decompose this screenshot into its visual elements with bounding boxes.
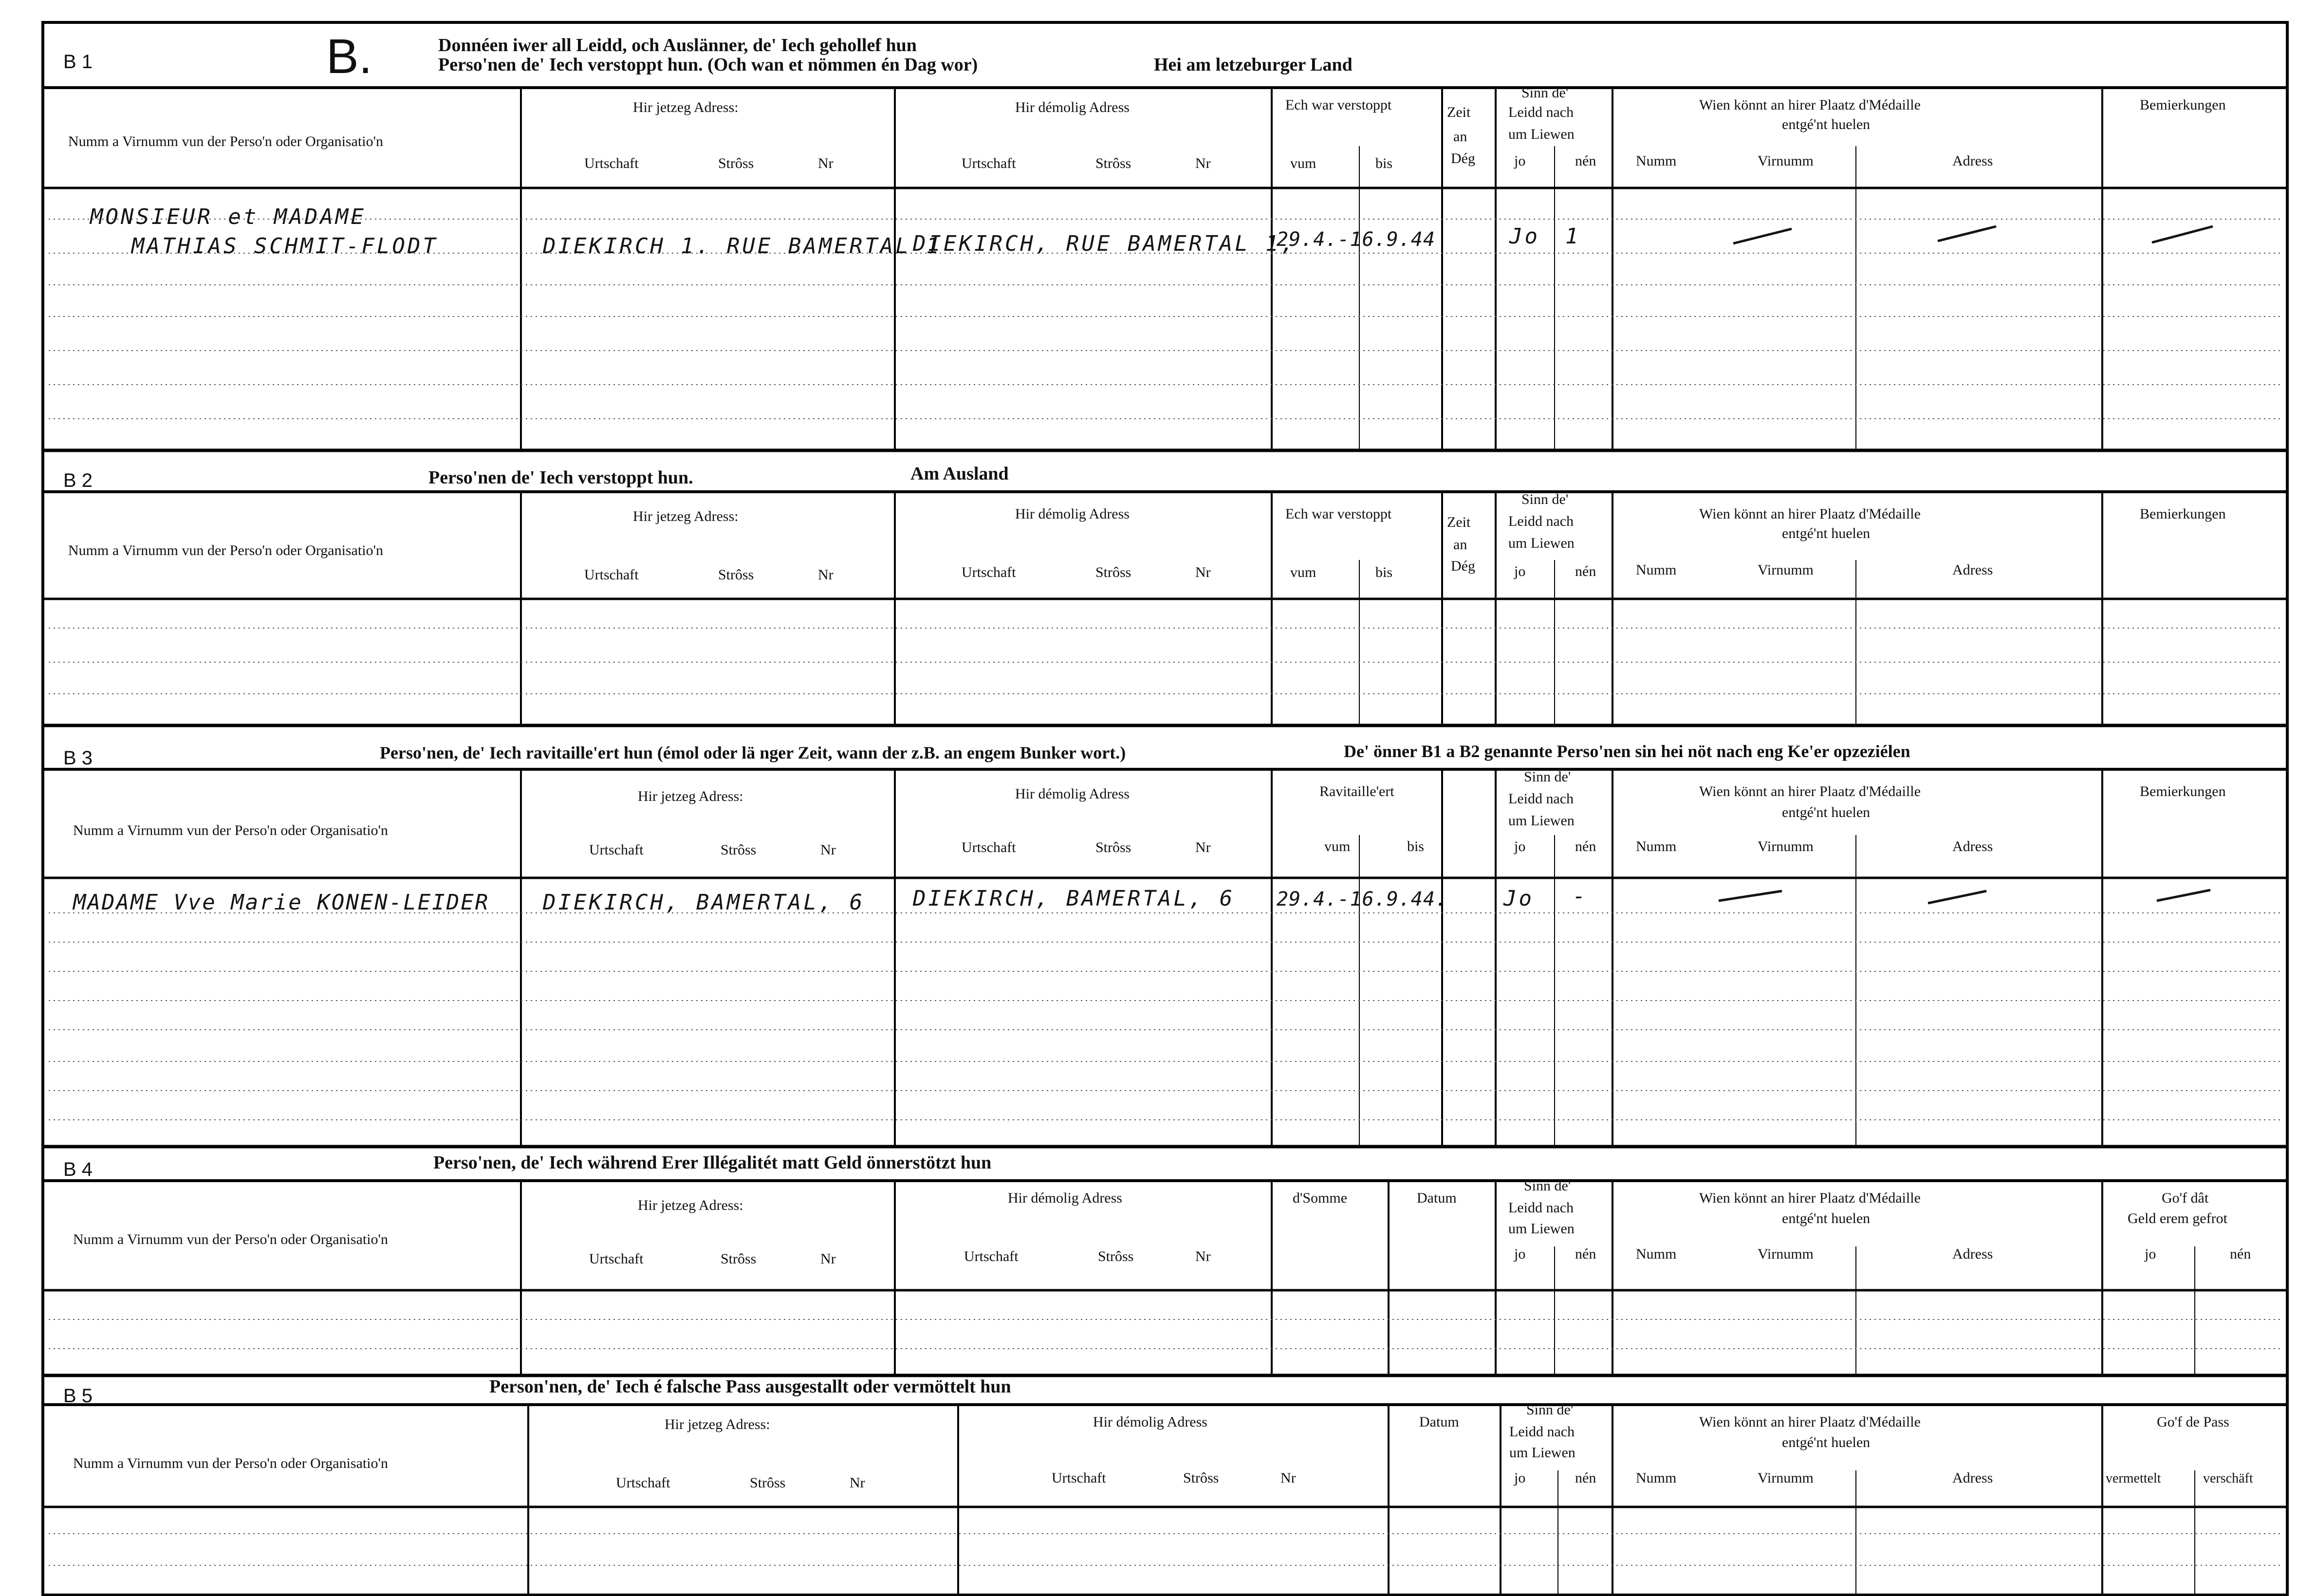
b3-vum: vum xyxy=(1324,838,1351,854)
b1-bemierk: Bemierkungen xyxy=(2140,97,2226,113)
b4-wien-1: Wien könnt an hirer Plaatz d'Médaille xyxy=(1699,1190,1921,1206)
b1-entry-name-2: MATHIAS SCHMIT-FLODT xyxy=(131,234,438,259)
b2-title-2: Am Ausland xyxy=(910,464,1009,484)
b3-jo: jo xyxy=(1514,838,1526,854)
b5-urtschaft-2: Urtschaft xyxy=(1052,1470,1106,1486)
b1-entry-current: DIEKIRCH 1. RUE BAMERTAL 1 xyxy=(543,234,942,259)
b1-nr-1: Nr xyxy=(818,155,834,171)
b3-entry-jo: Jo xyxy=(1503,886,1534,911)
b5-jo: jo xyxy=(1514,1470,1526,1486)
b1-entry-dates: 29.4.-16.9.44 xyxy=(1277,228,1436,251)
b5-title: Person'nen, de' Iech é falsche Pass ausgestallt oder vermöttelt hun xyxy=(489,1376,1011,1397)
b3-wien-1: Wien könnt an hirer Plaatz d'Médaille xyxy=(1699,783,1921,799)
b5-verm: vermettelt xyxy=(2106,1471,2161,1486)
b2-virnumm: Virnumm xyxy=(1758,562,1814,578)
b2-wien-1: Wien könnt an hirer Plaatz d'Médaille xyxy=(1699,506,1921,522)
b1-current-address: Hir jetzeg Adress: xyxy=(633,99,739,115)
b5-nen: nén xyxy=(1575,1470,1596,1486)
page-title-2b: Hei am letzeburger Land xyxy=(1154,55,1353,75)
b1-nr-2: Nr xyxy=(1195,155,1211,171)
b2-hid-header: Ech war verstoppt xyxy=(1285,506,1392,522)
b2-nr-2: Nr xyxy=(1195,564,1211,580)
b5-stross-2: Strôss xyxy=(1183,1470,1219,1486)
b5-sinn-2: Leidd nach xyxy=(1509,1424,1575,1440)
b4-stross-2: Strôss xyxy=(1098,1248,1134,1264)
b5-adress: Adress xyxy=(1952,1470,1993,1486)
b5-sinn-1: Sinn de' xyxy=(1526,1402,1574,1418)
b1-urtschaft-2: Urtschaft xyxy=(962,155,1016,171)
b4-gof-nen: nén xyxy=(2230,1246,2251,1262)
b4-urtschaft-1: Urtschaft xyxy=(589,1251,644,1267)
b5-stross-1: Strôss xyxy=(750,1475,786,1491)
b5-sinn-3: um Liewen xyxy=(1509,1445,1575,1461)
b1-wien-2: entgé'nt huelen xyxy=(1782,116,1871,132)
b4-sinn-3: um Liewen xyxy=(1508,1221,1575,1237)
b2-bemierk: Bemierkungen xyxy=(2140,506,2226,522)
b3-nen: nén xyxy=(1575,838,1596,854)
b1-zeit-1: Zeit xyxy=(1447,104,1471,120)
b2-sinn-2: Leidd nach xyxy=(1508,513,1574,529)
b1-virnumm: Virnumm xyxy=(1758,153,1814,169)
b2-bis: bis xyxy=(1375,564,1393,580)
b1-entry-name-1: MONSIEUR et MADAME xyxy=(90,204,366,229)
b3-entry-dates: 29.4.-16.9.44. xyxy=(1277,888,1448,910)
b5-datum: Datum xyxy=(1419,1414,1459,1430)
b5-pass: Go'f de Pass xyxy=(2157,1414,2229,1430)
b3-entry-old: DIEKIRCH, BAMERTAL, 6 xyxy=(913,886,1235,911)
b5-virnumm: Virnumm xyxy=(1758,1470,1814,1486)
b2-name-header: Numm a Virnumm vun der Perso'n oder Organisatio'n xyxy=(68,542,383,558)
b4-somme: d'Somme xyxy=(1293,1190,1348,1206)
b3-bemierk: Bemierkungen xyxy=(2140,783,2226,799)
b4-old-address: Hir démolig Adress xyxy=(1008,1190,1122,1206)
b2-adress: Adress xyxy=(1952,562,1993,578)
section-b4 xyxy=(43,1152,2287,1375)
b5-versch: verschäft xyxy=(2203,1471,2253,1486)
b5-name-header: Numm a Virnumm vun der Perso'n oder Organisatio'n xyxy=(73,1455,388,1471)
b4-numm: Numm xyxy=(1636,1246,1677,1262)
b3-title: Perso'nen, de' Iech ravitaille'ert hun (émol oder lä nger Zeit, wann der z.B. an engem Bunker wort.) xyxy=(380,743,1126,762)
b3-title-2: De' önner B1 a B2 genannte Perso'nen sin hei nöt nach eng Ke'er opzeziélen xyxy=(1344,742,1910,761)
b2-sinn-1: Sinn de' xyxy=(1521,491,1569,507)
b2-zeit-2: an xyxy=(1453,537,1467,553)
b3-nr-1: Nr xyxy=(820,842,836,858)
b4-code: B 4 xyxy=(63,1159,93,1180)
b1-entry-jo: Jo xyxy=(1509,224,1540,249)
b4-virnumm: Virnumm xyxy=(1758,1246,1814,1262)
b1-name-header: Numm a Virnumm vun der Perso'n oder Organisatio'n xyxy=(68,133,383,149)
b3-sinn-1: Sinn de' xyxy=(1524,769,1571,785)
b3-entry-nen: - xyxy=(1573,884,1588,909)
b5-code: B 5 xyxy=(63,1385,93,1407)
b3-old-address: Hir démolig Adress xyxy=(1015,786,1130,802)
b1-entry-nen: 1 xyxy=(1565,224,1581,249)
section-b3 xyxy=(43,742,2287,1147)
b2-jo: jo xyxy=(1514,563,1526,579)
b1-adress: Adress xyxy=(1952,153,1993,169)
b3-sinn-3: um Liewen xyxy=(1508,813,1575,829)
b4-gof-2: Geld erem gefrot xyxy=(2128,1210,2227,1226)
b4-gof-1: Go'f dât xyxy=(2162,1190,2209,1206)
b4-urtschaft-2: Urtschaft xyxy=(964,1248,1019,1264)
b4-wien-2: entgé'nt huelen xyxy=(1782,1210,1871,1226)
b4-nr-1: Nr xyxy=(820,1251,836,1267)
b1-zeit-3: Dég xyxy=(1451,150,1475,167)
b2-code: B 2 xyxy=(63,470,93,491)
b2-urtschaft-2: Urtschaft xyxy=(962,564,1016,580)
b3-numm: Numm xyxy=(1636,838,1677,854)
b1-numm: Numm xyxy=(1636,153,1677,169)
b1-sinn-2: Leidd nach xyxy=(1508,104,1574,120)
b4-stross-1: Strôss xyxy=(721,1251,757,1267)
section-b1 xyxy=(43,29,2287,450)
b1-hid-header: Ech war verstoppt xyxy=(1285,97,1392,113)
b4-sinn-1: Sinn de' xyxy=(1524,1178,1571,1194)
b3-ravit: Ravitaille'ert xyxy=(1319,783,1394,799)
b3-name-header: Numm a Virnumm vun der Perso'n oder Organisatio'n xyxy=(73,822,388,838)
b5-wien-1: Wien könnt an hirer Plaatz d'Médaille xyxy=(1699,1414,1921,1430)
b3-urtschaft-1: Urtschaft xyxy=(589,842,644,858)
b2-urtschaft-1: Urtschaft xyxy=(584,567,639,583)
b1-nen: nén xyxy=(1575,153,1596,169)
b5-nr-1: Nr xyxy=(850,1475,865,1491)
b1-old-address: Hir démolig Adress xyxy=(1015,99,1130,115)
b5-nr-2: Nr xyxy=(1280,1470,1296,1486)
section-letter: B. xyxy=(326,29,372,84)
b4-nen: nén xyxy=(1575,1246,1596,1262)
b3-adress: Adress xyxy=(1952,838,1993,854)
b2-current-address: Hir jetzeg Adress: xyxy=(633,508,739,524)
b2-stross-1: Strôss xyxy=(718,567,754,583)
b5-numm: Numm xyxy=(1636,1470,1677,1486)
b2-old-address: Hir démolig Adress xyxy=(1015,506,1130,522)
b4-nr-2: Nr xyxy=(1195,1248,1211,1264)
b1-wien-1: Wien könnt an hirer Plaatz d'Médaille xyxy=(1699,97,1921,113)
b3-nr-2: Nr xyxy=(1195,839,1211,855)
b2-zeit-3: Dég xyxy=(1451,558,1475,574)
b3-wien-2: entgé'nt huelen xyxy=(1782,804,1871,820)
b4-name-header: Numm a Virnumm vun der Perso'n oder Organisatio'n xyxy=(73,1231,388,1247)
b5-urtschaft-1: Urtschaft xyxy=(616,1475,670,1491)
b1-sinn-3: um Liewen xyxy=(1508,126,1575,142)
b1-zeit-2: an xyxy=(1453,129,1467,145)
page-title-1: Donnéen iwer all Leidd, och Auslänner, de' Iech gehollef hun xyxy=(438,35,917,56)
b3-urtschaft-2: Urtschaft xyxy=(962,839,1016,855)
b1-bis: bis xyxy=(1375,155,1393,171)
b1-stross-1: Strôss xyxy=(718,155,754,171)
b4-jo: jo xyxy=(1514,1246,1526,1262)
b1-urtschaft-1: Urtschaft xyxy=(584,155,639,171)
b2-nen: nén xyxy=(1575,563,1596,579)
b3-stross-2: Strôss xyxy=(1095,839,1131,855)
page-title-2: Perso'nen de' Iech verstoppt hun. (Och wan et nömmen én Dag wor) xyxy=(438,55,978,75)
b2-title: Perso'nen de' Iech verstoppt hun. xyxy=(428,467,693,488)
b1-entry-old: DIEKIRCH, RUE BAMERTAL 1, xyxy=(913,231,1297,256)
b4-current-address: Hir jetzeg Adress: xyxy=(638,1197,743,1213)
b2-vum: vum xyxy=(1290,564,1316,580)
b2-stross-2: Strôss xyxy=(1095,564,1131,580)
b3-virnumm: Virnumm xyxy=(1758,838,1814,854)
b4-gof-jo: jo xyxy=(2145,1246,2156,1262)
b1-vum: vum xyxy=(1290,155,1316,171)
b5-wien-2: entgé'nt huelen xyxy=(1782,1434,1871,1450)
b1-stross-2: Strôss xyxy=(1095,155,1131,171)
b3-current-address: Hir jetzeg Adress: xyxy=(638,788,743,804)
b2-numm: Numm xyxy=(1636,562,1677,578)
b2-sinn-3: um Liewen xyxy=(1508,535,1575,551)
b3-entry-current: DIEKIRCH, BAMERTAL, 6 xyxy=(543,890,865,915)
b3-stross-1: Strôss xyxy=(721,842,757,858)
b4-sinn-2: Leidd nach xyxy=(1508,1200,1574,1216)
b4-datum: Datum xyxy=(1417,1190,1457,1206)
b1-sinn-1: Sinn de' xyxy=(1521,85,1569,101)
b1-code: B 1 xyxy=(63,51,93,73)
b2-zeit-1: Zeit xyxy=(1447,514,1471,530)
b1-jo: jo xyxy=(1514,153,1526,169)
section-b2 xyxy=(43,464,2287,725)
b3-sinn-2: Leidd nach xyxy=(1508,791,1574,807)
b3-entry-name: MADAME Vve Marie KONEN-LEIDER xyxy=(73,890,490,915)
b3-bis: bis xyxy=(1407,838,1425,854)
section-b5 xyxy=(43,1376,2287,1595)
b4-title: Perso'nen, de' Iech während Erer Illégalitét matt Geld önnerstötzt hun xyxy=(433,1152,992,1173)
b5-current-address: Hir jetzeg Adress: xyxy=(665,1416,770,1432)
b5-old-address: Hir démolig Adress xyxy=(1093,1414,1207,1430)
b4-adress: Adress xyxy=(1952,1246,1993,1262)
b2-nr-1: Nr xyxy=(818,567,834,583)
b2-wien-2: entgé'nt huelen xyxy=(1782,525,1871,541)
b3-code: B 3 xyxy=(63,747,93,769)
